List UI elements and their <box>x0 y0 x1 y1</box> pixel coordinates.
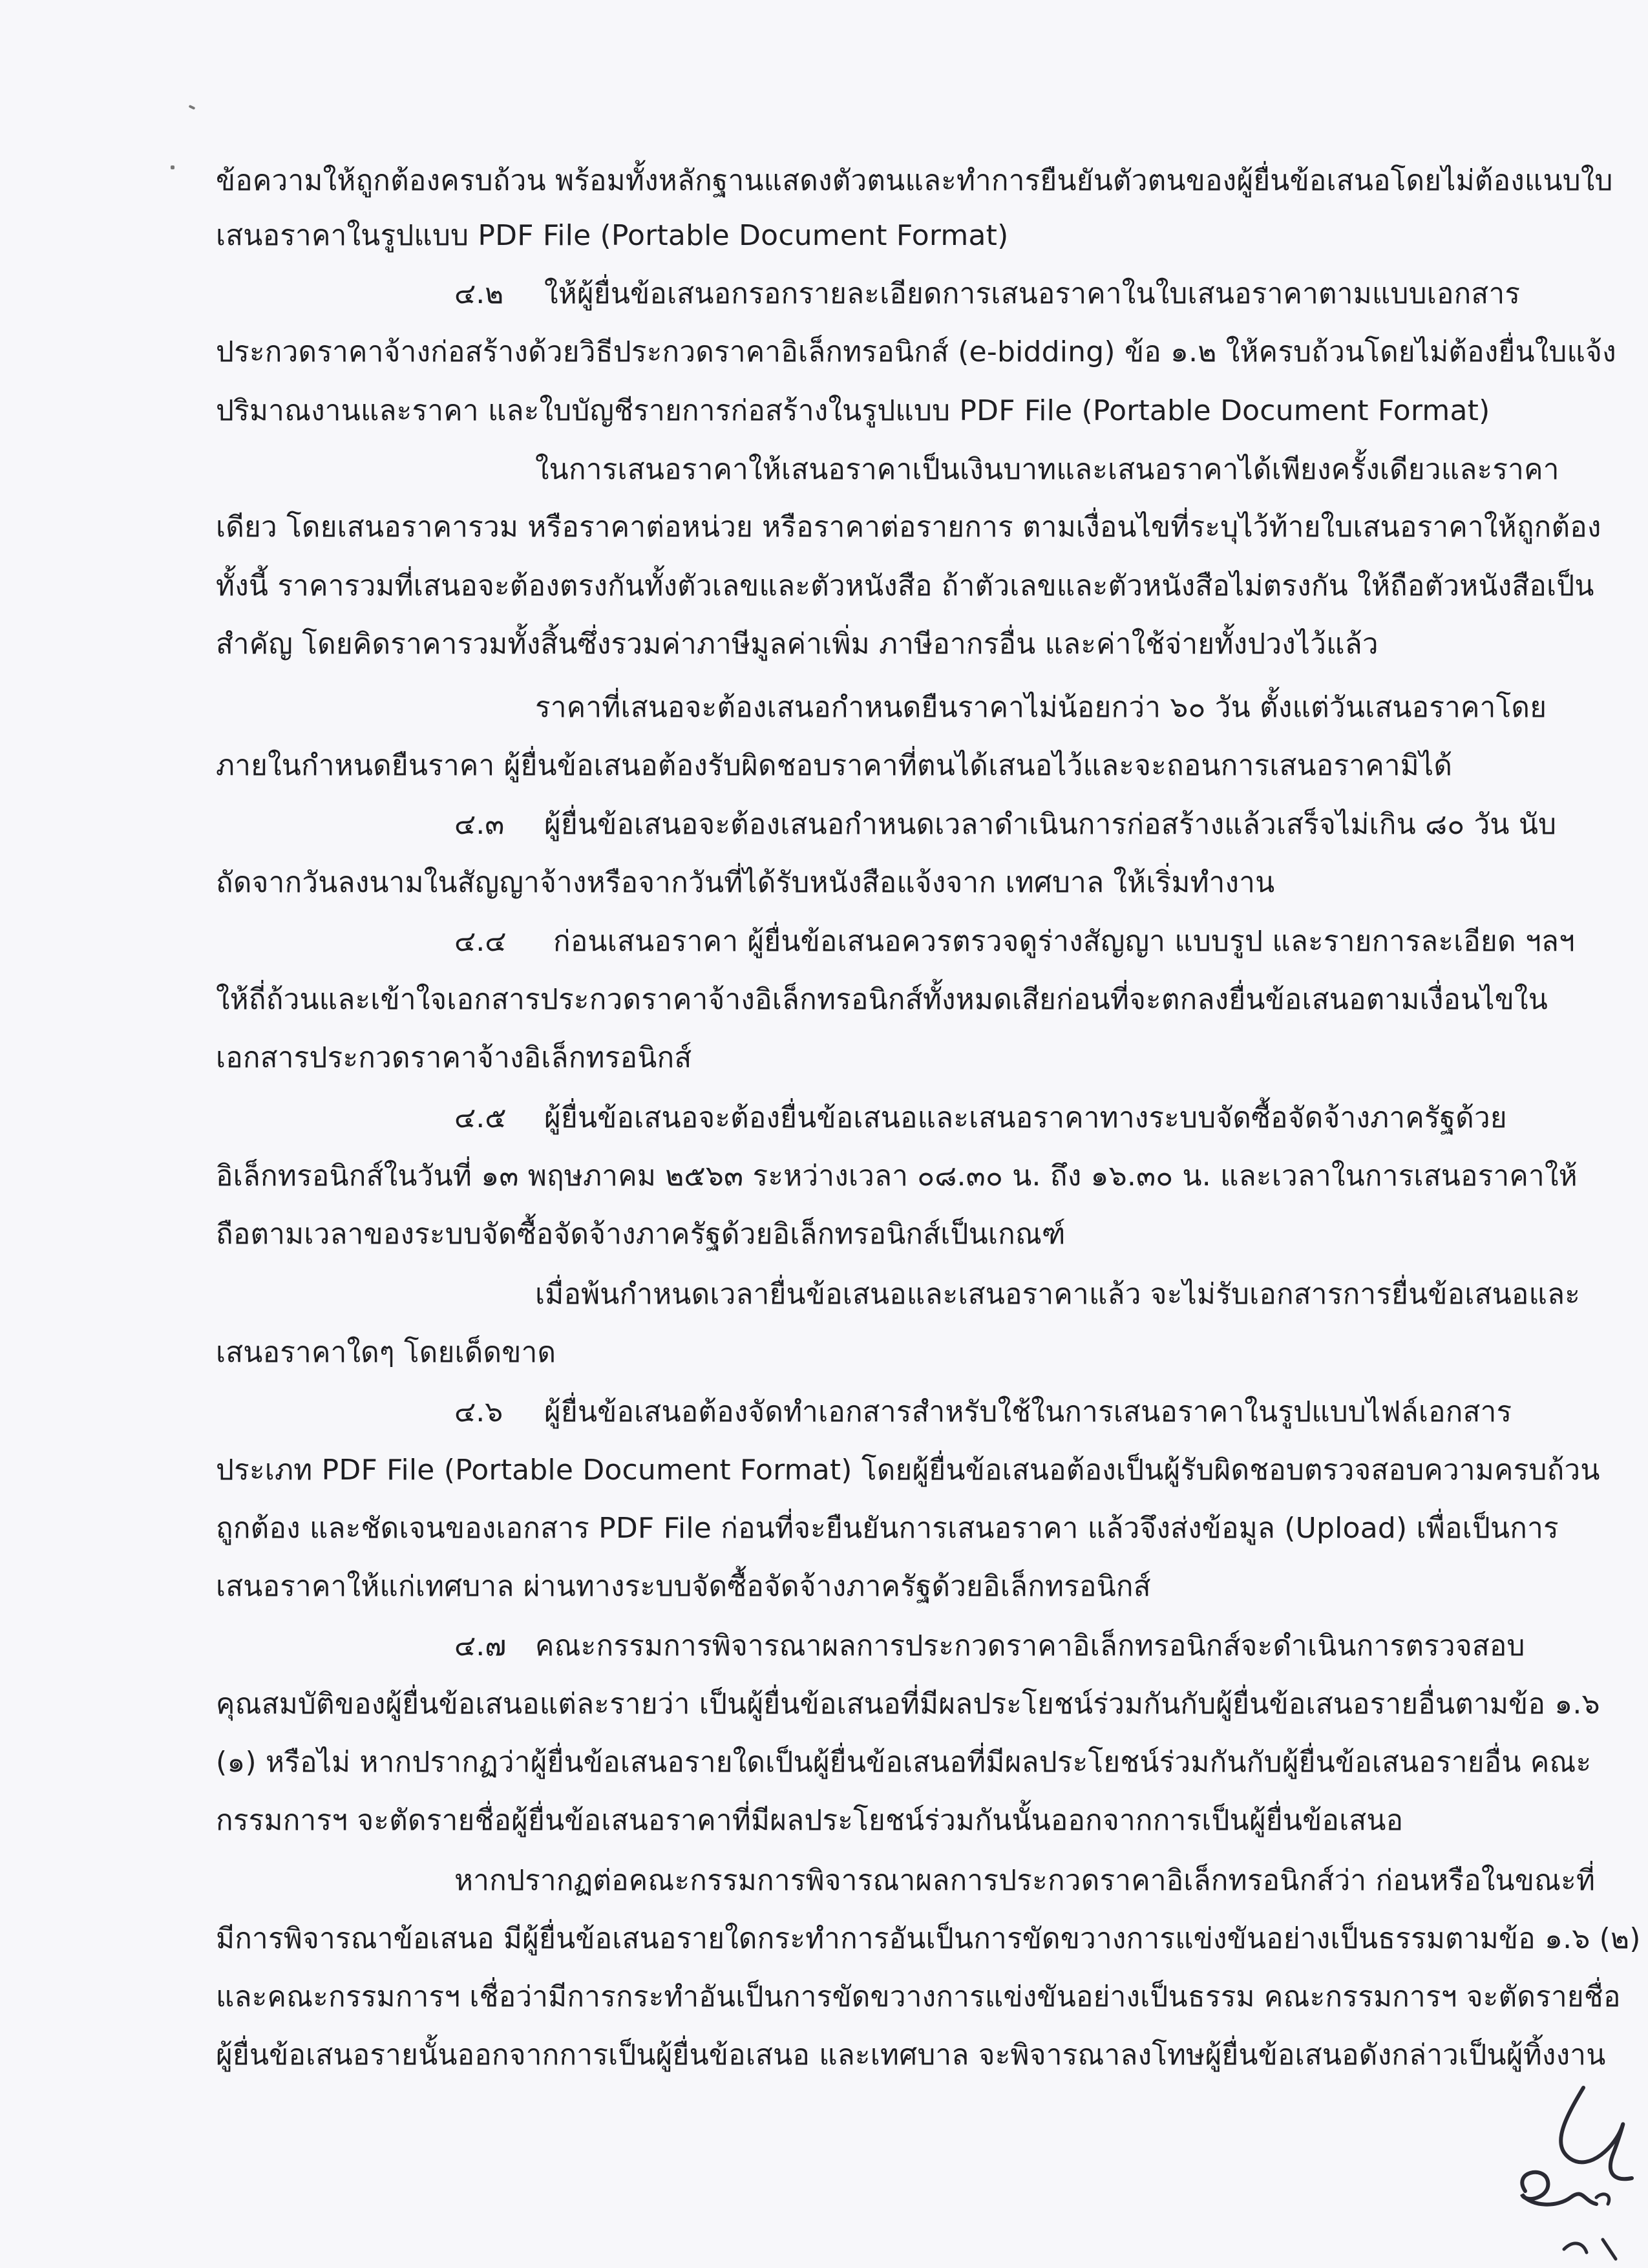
clause-number: ๔.๓ <box>454 808 505 841</box>
body-line: เมื่อพ้นกำหนดเวลายื่นข้อเสนอและเสนอราคาแล้ว จะไม่รับเอกสารการยื่นข้อเสนอและ <box>535 1278 1581 1311</box>
handwritten-initials <box>1486 2068 1642 2262</box>
clause-number: ๔.๖ <box>454 1395 503 1428</box>
body-line: ถือตามเวลาของระบบจัดซื้อจัดจ้างภาครัฐด้วยอิเล็กทรอนิกส์เป็นเกณฑ์ <box>216 1218 1066 1251</box>
body-line: กรรมการฯ จะตัดรายชื่อผู้ยื่นข้อเสนอราคาที่มีผลประโยชน์ร่วมกันนั้นออกจากการเป็นผู้ยื่นข้อเสนอ <box>216 1804 1404 1837</box>
body-line: ให้ผู้ยื่นข้อเสนอกรอกรายละเอียดการเสนอราคาในใบเสนอราคาตามแบบเอกสาร <box>544 277 1521 310</box>
body-line: อิเล็กทรอนิกส์ในวันที่ ๑๓ พฤษภาคม ๒๕๖๓ ระหว่างเวลา ๐๘.๓๐ น. ถึง ๑๖.๓๐ น. และเวลาในการเสนอราคาให้ <box>216 1160 1578 1192</box>
scan-speck <box>189 105 196 110</box>
clause-number: ๔.๒ <box>454 277 504 310</box>
body-line: ปริมาณงานและราคา และใบบัญชีรายการก่อสร้างในรูปแบบ PDF File (Portable Document Format) <box>216 394 1490 427</box>
body-line: ก่อนเสนอราคา ผู้ยื่นข้อเสนอควรตรวจดูร่างสัญญา แบบรูป และรายการละเอียด ฯลฯ <box>553 925 1575 958</box>
body-line: ข้อความให้ถูกต้องครบถ้วน พร้อมทั้งหลักฐานแสดงตัวตนและทำการยืนยันตัวตนของผู้ยื่นข้อเสนอโดยไม่ต้องแนบใบ <box>216 164 1613 197</box>
body-line: ผู้ยื่นข้อเสนอต้องจัดทำเอกสารสำหรับใช้ในการเสนอราคาในรูปแบบไฟล์เอกสาร <box>544 1395 1512 1428</box>
clause-number: ๔.๗ <box>454 1629 507 1662</box>
body-line: เสนอราคาใดๆ โดยเด็ดขาด <box>216 1336 556 1369</box>
body-line: ประกวดราคาจ้างก่อสร้างด้วยวิธีประกวดราคาอิเล็กทรอนิกส์ (e-bidding) ข้อ ๑.๒ ให้ครบถ้วนโดยไม่ต้องยื่นใบแจ้ง <box>216 335 1616 368</box>
body-line: (๑) หรือไม่ หากปรากฏว่าผู้ยื่นข้อเสนอรายใดเป็นผู้ยื่นข้อเสนอที่มีผลประโยชน์ร่วมกันกับผู้ยื่นข้อเสนอรายอื่น คณะ <box>216 1746 1592 1779</box>
body-line: เดียว โดยเสนอราคารวม หรือราคาต่อหน่วย หรือราคาต่อรายการ ตามเงื่อนไขที่ระบุไว้ท้ายใบเสนอราคาให้ถูกต้อง <box>216 511 1601 544</box>
body-line: ภายในกำหนดยืนราคา ผู้ยื่นข้อเสนอต้องรับผิดชอบราคาที่ตนได้เสนอไว้และจะถอนการเสนอราคามิได้ <box>216 749 1453 782</box>
clause-number: ๔.๕ <box>454 1101 507 1134</box>
body-line: ถูกต้อง และชัดเจนของเอกสาร PDF File ก่อนที่จะยืนยันการเสนอราคา แล้วจึงส่งข้อมูล (Upload) เพื่อเป็นการ <box>216 1512 1559 1545</box>
body-line: เสนอราคาในรูปแบบ PDF File (Portable Document Format) <box>216 219 1009 252</box>
body-line: หากปรากฏต่อคณะกรรมการพิจารณาผลการประกวดราคาอิเล็กทรอนิกส์ว่า ก่อนหรือในขณะที่ <box>454 1864 1596 1897</box>
body-line: เสนอราคาให้แก่เทศบาล ผ่านทางระบบจัดซื้อจัดจ้างภาครัฐด้วยอิเล็กทรอนิกส์ <box>216 1570 1151 1603</box>
body-line: มีการพิจารณาข้อเสนอ มีผู้ยื่นข้อเสนอรายใดกระทำการอันเป็นการขัดขวางการแข่งขันอย่างเป็นธรรมตามข้อ ๑.๖ (๒) <box>216 1922 1641 1955</box>
scan-speck <box>171 165 174 169</box>
body-line: ราคาที่เสนอจะต้องเสนอกำหนดยืนราคาไม่น้อยกว่า ๖๐ วัน ตั้งแต่วันเสนอราคาโดย <box>535 691 1547 724</box>
body-line: ให้ถี่ถ้วนและเข้าใจเอกสารประกวดราคาจ้างอิเล็กทรอนิกส์ทั้งหมดเสียก่อนที่จะตกลงยื่นข้อเสนอตามเงื่อนไขใน <box>216 983 1548 1016</box>
body-line: และคณะกรรมการฯ เชื่อว่ามีการกระทำอันเป็นการขัดขวางการแข่งขันอย่างเป็นธรรม คณะกรรมการฯ จะตัดรายชื่อ <box>216 1980 1621 2013</box>
body-line: สำคัญ โดยคิดราคารวมทั้งสิ้นซึ่งรวมค่าภาษีมูลค่าเพิ่ม ภาษีอากรอื่น และค่าใช้จ่ายทั้งปวงไว้แล้ว <box>216 628 1379 661</box>
body-line: เอกสารประกวดราคาจ้างอิเล็กทรอนิกส์ <box>216 1041 692 1074</box>
body-line: ประเภท PDF File (Portable Document Format) โดยผู้ยื่นข้อเสนอต้องเป็นผู้รับผิดชอบตรวจสอบความครบถ้วน <box>216 1454 1600 1487</box>
body-line: ผู้ยื่นข้อเสนอจะต้องยื่นข้อเสนอและเสนอราคาทางระบบจัดซื้อจัดจ้างภาครัฐด้วย <box>544 1101 1507 1134</box>
body-line: คณะกรรมการพิจารณาผลการประกวดราคาอิเล็กทรอนิกส์จะดำเนินการตรวจสอบ <box>535 1629 1525 1662</box>
body-line: คุณสมบัติของผู้ยื่นข้อเสนอแต่ละรายว่า เป็นผู้ยื่นข้อเสนอที่มีผลประโยชน์ร่วมกันกับผู้ยื่นข้อเสนอรายอื่นตามข้อ ๑.๖ <box>216 1688 1600 1721</box>
body-line: ผู้ยื่นข้อเสนอจะต้องเสนอกำหนดเวลาดำเนินการก่อสร้างแล้วเสร็จไม่เกิน ๘๐ วัน นับ <box>544 808 1557 841</box>
clause-number: ๔.๔ <box>454 925 507 958</box>
body-line: ในการเสนอราคาให้เสนอราคาเป็นเงินบาทและเสนอราคาได้เพียงครั้งเดียวและราคา <box>535 453 1559 486</box>
body-line: ถัดจากวันลงนามในสัญญาจ้างหรือจากวันที่ได้รับหนังสือแจ้งจาก เทศบาล ให้เริ่มทำงาน <box>216 866 1275 899</box>
body-line: ทั้งนี้ ราคารวมที่เสนอจะต้องตรงกันทั้งตัวเลขและตัวหนังสือ ถ้าตัวเลขและตัวหนังสือไม่ตรงกัน ให้ถือตัวหนังสือเป็น <box>216 569 1594 602</box>
body-line: ผู้ยื่นข้อเสนอรายนั้นออกจากการเป็นผู้ยื่นข้อเสนอ และเทศบาล จะพิจารณาลงโทษผู้ยื่นข้อเสนอดังกล่าวเป็นผู้ทิ้งงาน <box>216 2039 1606 2072</box>
